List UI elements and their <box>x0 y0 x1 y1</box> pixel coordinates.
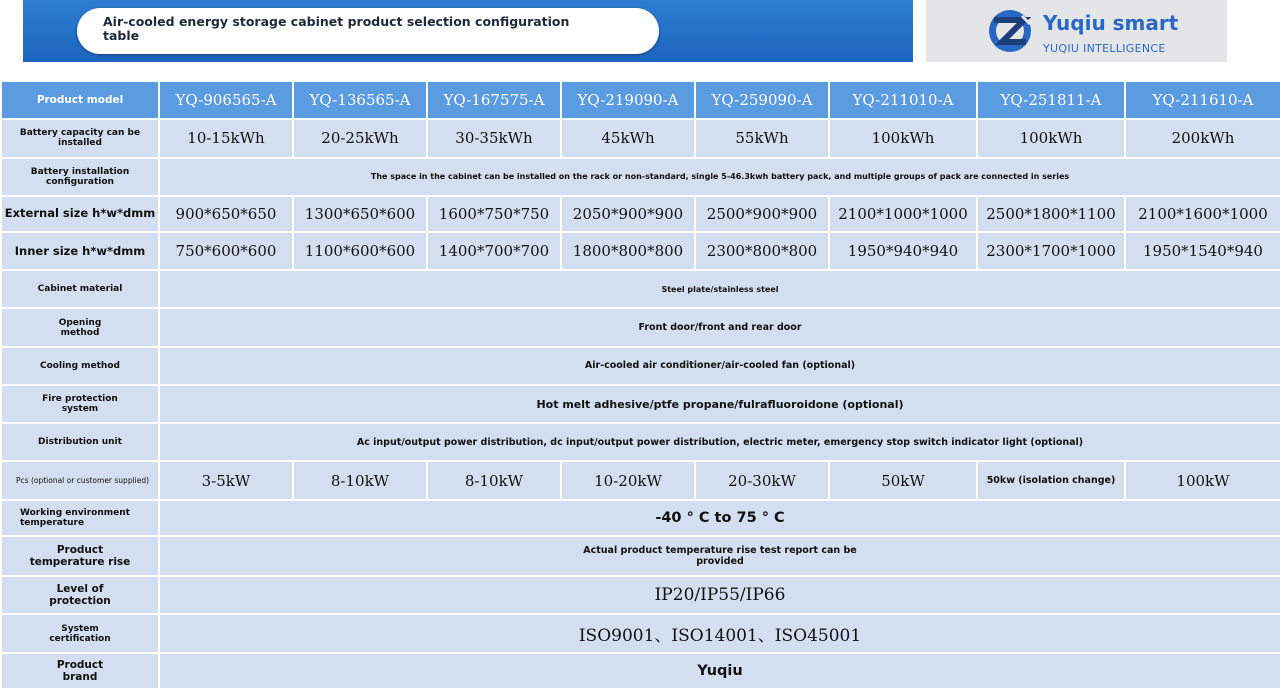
external-size-cell: 2050*900*900 <box>561 196 695 232</box>
inner-size-cell: 1800*800*800 <box>561 232 695 270</box>
pcs-cell: 10-20kW <box>561 461 695 499</box>
row-label-product-brand <box>1 653 159 689</box>
row-label-line: Level of <box>56 583 104 596</box>
cooling-method-cell: Air-cooled air conditioner/air-cooled fan (optional) <box>159 347 1280 385</box>
capacity-cell: 200kWh <box>1125 119 1280 157</box>
capacity-cell: 20-25kWh <box>293 119 427 157</box>
model-cell: YQ-906565-A <box>159 81 293 119</box>
row-label-line: System <box>61 623 99 634</box>
header-banner <box>23 0 913 62</box>
row-label-external-size: External size h*w*dmm <box>1 196 159 232</box>
row-label-line: method <box>60 327 100 338</box>
table-row-battery-installation <box>1 158 1280 196</box>
capacity-cell: 100kWh <box>829 119 977 157</box>
row-label-battery-installation <box>1 158 159 196</box>
product-brand-cell: Yuqiu <box>159 653 1280 689</box>
row-label-cabinet-material: Cabinet material <box>1 270 159 308</box>
table-row-distribution-unit <box>1 423 1280 461</box>
row-label-line: Fire protection <box>42 394 118 405</box>
inner-size-cell: 1950*1540*940 <box>1125 232 1280 270</box>
page-title <box>103 15 623 43</box>
external-size-cell: 2100*1000*1000 <box>829 196 977 232</box>
row-label-line: Opening <box>58 317 102 328</box>
row-label-cooling-method: Cooling method <box>1 347 159 385</box>
row-label-line: Product <box>56 544 104 557</box>
working-environment-cell: -40 ° C to 75 ° C <box>159 500 1280 536</box>
table-row-opening-method <box>1 308 1280 346</box>
row-label-line: Battery capacity can be <box>19 128 141 139</box>
row-label-line: Battery installation <box>30 166 130 177</box>
table-row-product-model <box>1 81 1280 119</box>
table-row-certification <box>1 614 1280 652</box>
row-label-line: protection <box>49 595 111 608</box>
table-row-protection-level <box>1 576 1280 614</box>
pcs-cell: 50kw (isolation change) <box>977 461 1125 499</box>
external-size-cell: 1300*650*600 <box>293 196 427 232</box>
capacity-cell: 55kWh <box>695 119 829 157</box>
model-cell: YQ-219090-A <box>561 81 695 119</box>
row-label-certification <box>1 614 159 652</box>
row-label-opening-method <box>1 308 159 346</box>
row-label-line: Working environment <box>20 507 130 518</box>
model-cell: YQ-259090-A <box>695 81 829 119</box>
table-row-external-size <box>1 196 1280 232</box>
model-cell: YQ-167575-A <box>427 81 561 119</box>
distribution-unit-cell: Ac input/output power distribution, dc input/output power distribution, electric meter, emergency stop switch indicator light (optional) <box>159 423 1280 461</box>
row-label-temperature-rise <box>1 536 159 576</box>
table-row-cooling-method <box>1 347 1280 385</box>
inner-size-cell: 1400*700*700 <box>427 232 561 270</box>
external-size-cell: 900*650*650 <box>159 196 293 232</box>
capacity-cell: 10-15kWh <box>159 119 293 157</box>
row-label-product-model: Product model <box>1 81 159 119</box>
table-row-temperature-rise <box>1 536 1280 576</box>
page-title-line-1: Air-cooled energy storage cabinet product selection configuration <box>103 14 570 29</box>
row-label-fire-protection <box>1 385 159 423</box>
table-row-fire-protection <box>1 385 1280 423</box>
page-title-line-2: table <box>103 28 140 43</box>
model-cell: YQ-211010-A <box>829 81 977 119</box>
temperature-rise-line: Actual product temperature rise test report can be <box>583 545 857 557</box>
model-cell: YQ-211610-A <box>1125 81 1280 119</box>
temperature-rise-line: provided <box>696 556 744 568</box>
capacity-cell: 30-35kWh <box>427 119 561 157</box>
table-row-working-environment <box>1 500 1280 536</box>
row-label-line: configuration <box>46 176 114 187</box>
inner-size-cell: 750*600*600 <box>159 232 293 270</box>
row-label-inner-size: Inner size h*w*dmm <box>1 232 159 270</box>
certification-cell: ISO9001、ISO14001、ISO45001 <box>159 614 1280 652</box>
pcs-cell: 8-10kW <box>427 461 561 499</box>
row-label-distribution-unit: Distribution unit <box>1 423 159 461</box>
row-label-line: certification <box>49 633 111 644</box>
pcs-cell: 50kW <box>829 461 977 499</box>
inner-size-cell: 1950*940*940 <box>829 232 977 270</box>
logo-subtitle: YUQIU INTELLIGENCE <box>1043 42 1166 55</box>
row-label-line: installed <box>58 138 102 149</box>
opening-method-cell: Front door/front and rear door <box>159 308 1280 346</box>
logo-panel <box>926 0 1227 62</box>
row-label-protection-level <box>1 576 159 614</box>
inner-size-cell: 2300*1700*1000 <box>977 232 1125 270</box>
battery-installation-cell: The space in the cabinet can be installed on the rack or non-standard, single 5-46.3kwh battery pack, and multiple groups of pack are connected in series <box>159 158 1280 196</box>
title-pill <box>77 8 659 54</box>
row-label-working-environment <box>1 500 159 536</box>
table-row-battery-capacity <box>1 119 1280 157</box>
capacity-cell: 100kWh <box>977 119 1125 157</box>
table-row-product-brand <box>1 653 1280 689</box>
pcs-cell: 100kW <box>1125 461 1280 499</box>
inner-size-cell: 2300*800*800 <box>695 232 829 270</box>
pcs-cell: 3-5kW <box>159 461 293 499</box>
fire-protection-cell: Hot melt adhesive/ptfe propane/fulrafluoroidone (optional) <box>159 385 1280 423</box>
row-label-line: system <box>61 404 99 415</box>
row-label-line: brand <box>62 670 98 683</box>
temperature-rise-cell <box>159 536 1280 576</box>
inner-size-cell: 1100*600*600 <box>293 232 427 270</box>
row-label-line: temperature rise <box>29 556 131 569</box>
row-label-line: temperature <box>20 517 85 528</box>
product-selection-table <box>0 80 1280 690</box>
capacity-cell: 45kWh <box>561 119 695 157</box>
pcs-cell: 20-30kW <box>695 461 829 499</box>
logo-name: Yuqiu smart <box>1043 11 1179 35</box>
row-label-pcs: Pcs (optional or customer supplied) <box>1 461 159 499</box>
row-label-battery-capacity <box>1 119 159 157</box>
cabinet-material-cell: Steel plate/stainless steel <box>159 270 1280 308</box>
row-label-line: Product <box>56 658 104 671</box>
model-cell: YQ-251811-A <box>977 81 1125 119</box>
table-row-cabinet-material <box>1 270 1280 308</box>
table-row-inner-size <box>1 232 1280 270</box>
external-size-cell: 1600*750*750 <box>427 196 561 232</box>
external-size-cell: 2500*1800*1100 <box>977 196 1125 232</box>
external-size-cell: 2100*1600*1000 <box>1125 196 1280 232</box>
pcs-cell: 8-10kW <box>293 461 427 499</box>
yuqiu-logo-icon <box>984 8 1036 54</box>
protection-level-cell: IP20/IP55/IP66 <box>159 576 1280 614</box>
table-row-pcs <box>1 461 1280 499</box>
model-cell: YQ-136565-A <box>293 81 427 119</box>
external-size-cell: 2500*900*900 <box>695 196 829 232</box>
